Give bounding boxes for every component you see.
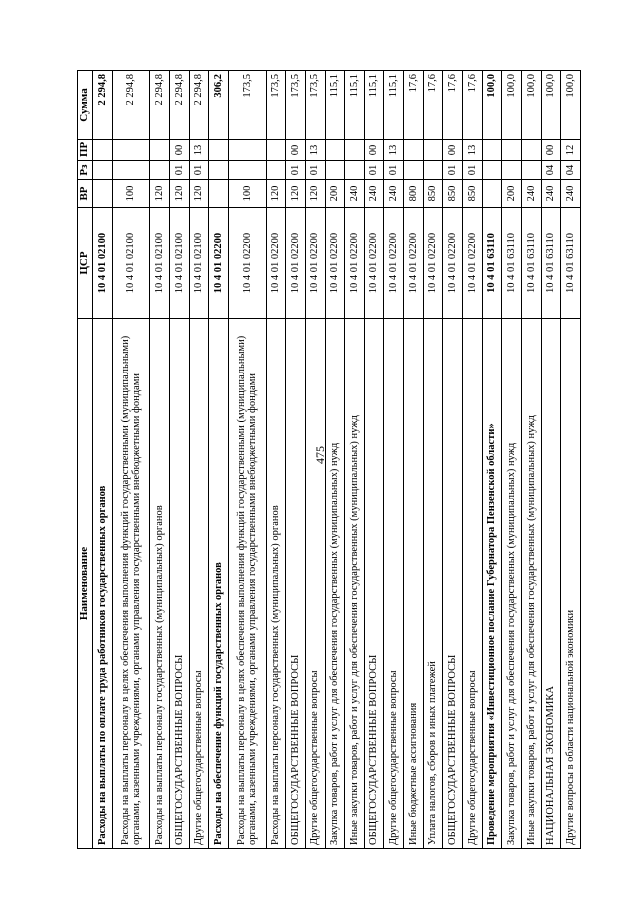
cell-rz (150, 161, 170, 180)
cell-sum: 2 294,8 (170, 71, 190, 140)
table-row (305, 71, 325, 849)
cell-vr: 120 (150, 180, 170, 208)
cell-vr: 120 (286, 180, 306, 208)
cell-sum: 115,1 (345, 71, 365, 140)
cell-sum: 2 294,8 (93, 71, 113, 140)
table-row (112, 71, 150, 849)
cell-pr (345, 140, 365, 161)
cell-name: Иные бюджетные ассигнования (404, 319, 424, 849)
cell-name: Расходы на выплаты персоналу государственных (муниципальных) органов (266, 319, 286, 849)
cell-pr: 13 (384, 140, 404, 161)
table-row (482, 71, 502, 849)
cell-rz: 04 (561, 161, 581, 180)
cell-rz: 01 (364, 161, 384, 180)
cell-sum: 100,0 (541, 71, 561, 140)
cell-name: Расходы на выплаты персоналу в целях обеспечения выполнения функций государственными (муниципальными) органами, казенными учреждениями, органами управления государственными внебюджетными фондами (112, 319, 150, 849)
cell-name: ОБЩЕГОСУДАРСТВЕННЫЕ ВОПРОСЫ (364, 319, 384, 849)
cell-vr: 240 (521, 180, 541, 208)
cell-pr: 13 (463, 140, 483, 161)
cell-pr: 00 (170, 140, 190, 161)
cell-name: ОБЩЕГОСУДАРСТВЕННЫЕ ВОПРОСЫ (170, 319, 190, 849)
page-number: 475 (313, 446, 327, 464)
table-row (209, 71, 229, 849)
cell-pr: 00 (541, 140, 561, 161)
table-row (170, 71, 190, 849)
table-row (561, 71, 581, 849)
cell-vr: 240 (561, 180, 581, 208)
cell-vr: 100 (228, 180, 266, 208)
cell-rz: 01 (305, 161, 325, 180)
cell-name: Другие общегосударственные вопросы (384, 319, 404, 849)
cell-rz (345, 161, 365, 180)
cell-vr (209, 180, 229, 208)
cell-pr (325, 140, 345, 161)
cell-rz (423, 161, 443, 180)
cell-rz (482, 161, 502, 180)
cell-name: Проведение мероприятия «Инвестиционное послание Губернатора Пензенской области» (482, 319, 502, 849)
cell-csr: 10 4 01 02200 (305, 208, 325, 319)
header-sum: Сумма (78, 71, 93, 140)
rotated-table-frame (77, 71, 581, 849)
header-vr: ВР (78, 180, 93, 208)
cell-name: Другие общегосударственные вопросы (463, 319, 483, 849)
cell-vr (93, 180, 113, 208)
cell-csr: 10 4 01 02100 (170, 208, 190, 319)
cell-sum: 17,6 (423, 71, 443, 140)
cell-sum: 115,1 (384, 71, 404, 140)
cell-csr: 10 4 01 02200 (228, 208, 266, 319)
table-row (150, 71, 170, 849)
cell-name: Уплата налогов, сборов и иных платежей (423, 319, 443, 849)
header-pr: ПР (78, 140, 93, 161)
cell-pr (93, 140, 113, 161)
cell-csr: 10 4 01 02200 (345, 208, 365, 319)
cell-rz (209, 161, 229, 180)
table-row (443, 71, 463, 849)
cell-csr: 10 4 01 02200 (364, 208, 384, 319)
cell-rz: 01 (463, 161, 483, 180)
table-rotation-container (77, 71, 581, 849)
cell-vr: 120 (170, 180, 190, 208)
cell-rz: 01 (189, 161, 209, 180)
cell-pr (112, 140, 150, 161)
cell-csr: 10 4 01 02200 (423, 208, 443, 319)
cell-pr: 00 (286, 140, 306, 161)
cell-vr: 100 (112, 180, 150, 208)
cell-name: Другие общегосударственные вопросы (189, 319, 209, 849)
cell-csr: 10 4 01 02100 (189, 208, 209, 319)
cell-name: Другие вопросы в области национальной экономики (561, 319, 581, 849)
cell-pr: 12 (561, 140, 581, 161)
table-header (78, 71, 93, 849)
cell-csr: 10 4 01 63110 (502, 208, 522, 319)
cell-name: Иные закупки товаров, работ и услуг для обеспечения государственных (муниципальных) нужд (521, 319, 541, 849)
cell-rz (502, 161, 522, 180)
cell-csr: 10 4 01 02200 (209, 208, 229, 319)
cell-vr: 850 (463, 180, 483, 208)
table-row (266, 71, 286, 849)
cell-rz (521, 161, 541, 180)
cell-vr: 240 (345, 180, 365, 208)
cell-pr (404, 140, 424, 161)
budget-table (77, 70, 581, 849)
table-body (93, 71, 581, 849)
cell-vr: 240 (384, 180, 404, 208)
cell-pr: 13 (189, 140, 209, 161)
cell-csr: 10 4 01 02200 (266, 208, 286, 319)
cell-vr: 200 (502, 180, 522, 208)
header-csr: ЦСР (78, 208, 93, 319)
cell-sum: 115,1 (325, 71, 345, 140)
header-name: Наименование (78, 319, 93, 849)
cell-pr (209, 140, 229, 161)
table-row (502, 71, 522, 849)
table-row (364, 71, 384, 849)
cell-pr (521, 140, 541, 161)
cell-rz (228, 161, 266, 180)
cell-rz: 01 (384, 161, 404, 180)
table-row (325, 71, 345, 849)
cell-sum: 173,5 (228, 71, 266, 140)
cell-sum: 100,0 (482, 71, 502, 140)
table-row (189, 71, 209, 849)
cell-csr: 10 4 01 63110 (561, 208, 581, 319)
cell-rz (112, 161, 150, 180)
cell-pr: 00 (364, 140, 384, 161)
cell-sum: 115,1 (364, 71, 384, 140)
cell-rz: 01 (170, 161, 190, 180)
cell-csr: 10 4 01 02200 (325, 208, 345, 319)
cell-vr: 120 (266, 180, 286, 208)
table-row (541, 71, 561, 849)
table-row (384, 71, 404, 849)
cell-csr: 10 4 01 63110 (482, 208, 502, 319)
table-row (93, 71, 113, 849)
cell-rz: 01 (443, 161, 463, 180)
cell-pr: 00 (443, 140, 463, 161)
cell-rz: 01 (286, 161, 306, 180)
cell-csr: 10 4 01 02100 (93, 208, 113, 319)
cell-name: Закупка товаров, работ и услуг для обеспечения государственных (муниципальных) нужд (325, 319, 345, 849)
cell-rz (266, 161, 286, 180)
cell-name: ОБЩЕГОСУДАРСТВЕННЫЕ ВОПРОСЫ (443, 319, 463, 849)
cell-vr: 200 (325, 180, 345, 208)
cell-vr: 120 (189, 180, 209, 208)
cell-vr: 850 (443, 180, 463, 208)
cell-csr: 10 4 01 02200 (404, 208, 424, 319)
cell-rz: 04 (541, 161, 561, 180)
cell-name: Иные закупки товаров, работ и услуг для обеспечения государственных (муниципальных) нужд (345, 319, 365, 849)
cell-csr: 10 4 01 02200 (384, 208, 404, 319)
cell-sum: 2 294,8 (112, 71, 150, 140)
cell-rz (325, 161, 345, 180)
cell-name: Расходы на выплаты персоналу государственных (муниципальных) органов (150, 319, 170, 849)
cell-vr: 120 (305, 180, 325, 208)
table-row (404, 71, 424, 849)
table-row (286, 71, 306, 849)
cell-pr (228, 140, 266, 161)
cell-sum: 100,0 (561, 71, 581, 140)
table-row (228, 71, 266, 849)
cell-csr: 10 4 01 02200 (463, 208, 483, 319)
cell-sum: 173,5 (286, 71, 306, 140)
header-rz: Рз (78, 161, 93, 180)
cell-sum: 100,0 (502, 71, 522, 140)
cell-csr: 10 4 01 02200 (443, 208, 463, 319)
cell-vr: 240 (541, 180, 561, 208)
cell-name: ОБЩЕГОСУДАРСТВЕННЫЕ ВОПРОСЫ (286, 319, 306, 849)
cell-vr: 850 (423, 180, 443, 208)
cell-name: НАЦИОНАЛЬНАЯ ЭКОНОМИКА (541, 319, 561, 849)
cell-sum: 173,5 (305, 71, 325, 140)
cell-sum: 306,2 (209, 71, 229, 140)
cell-pr (482, 140, 502, 161)
cell-rz (404, 161, 424, 180)
table-row (345, 71, 365, 849)
table-row (423, 71, 443, 849)
table-row (463, 71, 483, 849)
cell-rz (93, 161, 113, 180)
cell-sum: 100,0 (521, 71, 541, 140)
cell-sum: 2 294,8 (189, 71, 209, 140)
cell-sum: 17,6 (463, 71, 483, 140)
cell-name: Закупка товаров, работ и услуг для обеспечения государственных (муниципальных) нужд (502, 319, 522, 849)
cell-sum: 17,6 (404, 71, 424, 140)
cell-name: Расходы на обеспечение функций государственных органов (209, 319, 229, 849)
cell-pr (150, 140, 170, 161)
cell-pr (502, 140, 522, 161)
cell-name: Расходы на выплаты по оплате труда работников государственных органов (93, 319, 113, 849)
cell-sum: 17,6 (443, 71, 463, 140)
cell-vr: 800 (404, 180, 424, 208)
cell-pr (423, 140, 443, 161)
cell-sum: 2 294,8 (150, 71, 170, 140)
table-row (521, 71, 541, 849)
cell-pr: 13 (305, 140, 325, 161)
cell-vr: 240 (364, 180, 384, 208)
cell-csr: 10 4 01 63110 (521, 208, 541, 319)
header-row (78, 71, 93, 849)
cell-sum: 173,5 (266, 71, 286, 140)
cell-name: Расходы на выплаты персоналу в целях обеспечения выполнения функций государственными (муниципальными) органами, казенными учреждениями, органами управления государственными внебюджетными фондами (228, 319, 266, 849)
cell-name: Другие общегосударственные вопросы (305, 319, 325, 849)
cell-csr: 10 4 01 02100 (112, 208, 150, 319)
cell-csr: 10 4 01 02200 (286, 208, 306, 319)
cell-pr (266, 140, 286, 161)
cell-csr: 10 4 01 02100 (150, 208, 170, 319)
cell-vr (482, 180, 502, 208)
cell-csr: 10 4 01 63110 (541, 208, 561, 319)
